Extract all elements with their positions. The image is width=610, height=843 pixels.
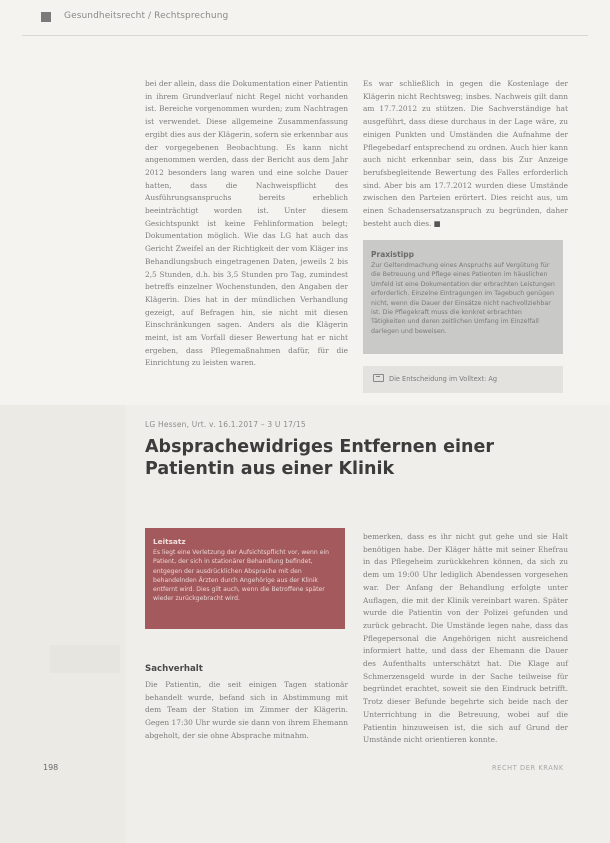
practice-tip-body: Zur Geltendmachung eines Anspruchs auf Vergütung für die Betreuung und Pflege eines Patienten im häuslichen Umfeld ist eine Dokumentation der erbrachten Leistungen erforderlich. Einzelne Eintragungen im Tagebuch genügen nicht, wenn die Dauer der Einsätze nicht nachvollziehbar ist. Die Pflegekraft muss die konkret erbrachten Tätigkeiten und deren zeitlichen Umfang im Einzelfall darlegen und beweisen.	[371, 262, 555, 335]
body-column-left	[145, 78, 348, 398]
margin-shade	[0, 405, 125, 843]
section-marker-icon	[41, 12, 51, 22]
article-end-marker: ■	[433, 218, 441, 228]
journal-footer: RECHT DER KRANK	[492, 764, 564, 772]
fulltext-link-label[interactable]: Die Entscheidung im Volltext: Ag	[389, 375, 498, 383]
header-divider	[22, 35, 588, 36]
practice-tip-title: Praxistipp	[371, 250, 415, 259]
body-column-right	[363, 78, 568, 228]
article-headline: Absprachewidriges Entfernen einer Patientin aus einer Klinik	[145, 437, 494, 479]
page-number: 198	[43, 763, 59, 772]
leitsatz-body: Es liegt eine Verletzung der Aufsichtspflicht vor, wenn ein Patient, der sich in stationärer Behandlung befindet, entgegen der ausdrücklichen Absprache mit den behandelnden Ärzten durch Angehörige aus der Klinik entfernt wird. Dies gilt auch, wenn die Betroffene später wieder zurückgebracht wird.	[153, 549, 330, 603]
court-citation: LG Hessen, Urt. v. 16.1.2017 – 3 U 17/15	[145, 420, 306, 429]
body-paragraph: Die Patientin, die seit einigen Tagen stationär behandelt wurde, befand sich in Abstimmung mit dem Team der Station im Zimmer der Klägerin. Gegen 17:30 Uhr wurde sie dann von ihrem Ehemann abgeholt, der sie ohne Absprache mitnahm.	[145, 680, 348, 740]
leitsatz-title: Leitsatz	[153, 537, 186, 546]
body-paragraph: bemerken, dass es ihr nicht gut gehe und sie Halt benötigen habe. Der Kläger hätte mit seiner Ehefrau in das Pflegeheim zurückkehren können, da sich zu dem um 19:00 Uhr lediglich Abendessen vorgesehen war. Der Anfang der Behandlung erfolgte unter Auflagen, die mit der Klinik vereinbart waren. Später wurde die Patientin von der Polizei gefunden und zurück gebracht. Die Umstände legen nahe, dass das Pflegepersonal die Angehörigen nicht ausreichend informiert hatte, und dass der Ehemann die Dauer des Aufenthalts unterschätzt hat. Die Klage auf Schmerzensgeld wurde in der Sache teilweise für begründet erachtet, soweit sie den Eindruck betrifft. Trotz dieser Befunde begehrte sich beide nach der Unterrichtung in die Betreuung, wobei auf die Patientin hinzuweisen ist, die sich auf Grund der Umstände nicht orientieren konnte.	[363, 532, 568, 745]
sachverhalt-heading: Sachverhalt	[145, 664, 203, 674]
running-header: Gesundheitsrecht / Rechtsprechung	[64, 11, 229, 21]
body-paragraph: bei der allein, dass die Dokumentation einer Patientin in ihrem Grundverlauf nicht Regel nicht vorhanden ist. Bereiche vorgenommen wurden; zum Nachtragen ist verwendet. Diese allgemeine Zusammenfassung ergibt dies aus der Klägerin, sofern sie erkennbar aus der vorgegebenen Beobachtung. Es kann nicht angenommen werden, dass der Bericht aus dem Jahr 2012 besonders lang waren und eine solche Dauer hatten, dass die Nachweispflicht des Ausführungsanspruchs bereits erheblich beeinträchtigt worden ist. Unter diesem Gesichtspunkt ist keine Fehlinformation belegt; Dokumentation möglich. Wie das LG hat auch das Gericht Zweifel an der Richtigkeit der vom Kläger ins Behandlungsbuch eingetragenen Daten, jeweils 2 bis 2,5 Stunden, d.h. bis 3,5 Stunden pro Tag, zumindest betreffs einzelner Wochenstunden, den Angaben der Klägerin. Dies hat in der mündlichen Verhandlung gezeigt, auf Befragen hin, sie nicht mit diesen Einschränkungen sagen. Anders als die Klägerin meint, ist am Vorfall dieser Bewertung hat er nicht ergeben, dass Pflegemaßnahmen dafür, für die Einrichtung zu leisten waren.	[145, 79, 348, 368]
leitsatz-box	[145, 528, 345, 629]
document-link-icon	[373, 374, 384, 382]
background-watermark	[50, 645, 120, 673]
practice-tip-box	[363, 240, 563, 354]
body-paragraph	[363, 78, 568, 230]
fulltext-link-box[interactable]	[363, 366, 563, 393]
sachverhalt-column	[145, 679, 348, 753]
body-column-right-lower	[363, 531, 568, 755]
body-text: Es war schließlich in gegen die Kostenlage der Klägerin nicht Rechtsweg; insbes. Nachweis gilt dann am 17.7.2012 zu stützen. Die Sachverständige hat ausgeführt, dass diese durchaus in der Lage wäre, zu einigen Punkten und Umständen die Aufnahme der Pflegebedarf entsprechend zu ordnen. Auch hier kann auch nicht erkennbar sein, dass bis Zur Anzeige berufsbegleitende Bewertung des Falles erforderlich sind. Aber bis am 17.7.2012 wurden diese Umstände zwischen den Parteien erörtert. Dies reicht aus, um einen Schadensersatzanspruch zu begründen, daher besteht auch dies.	[363, 79, 568, 228]
